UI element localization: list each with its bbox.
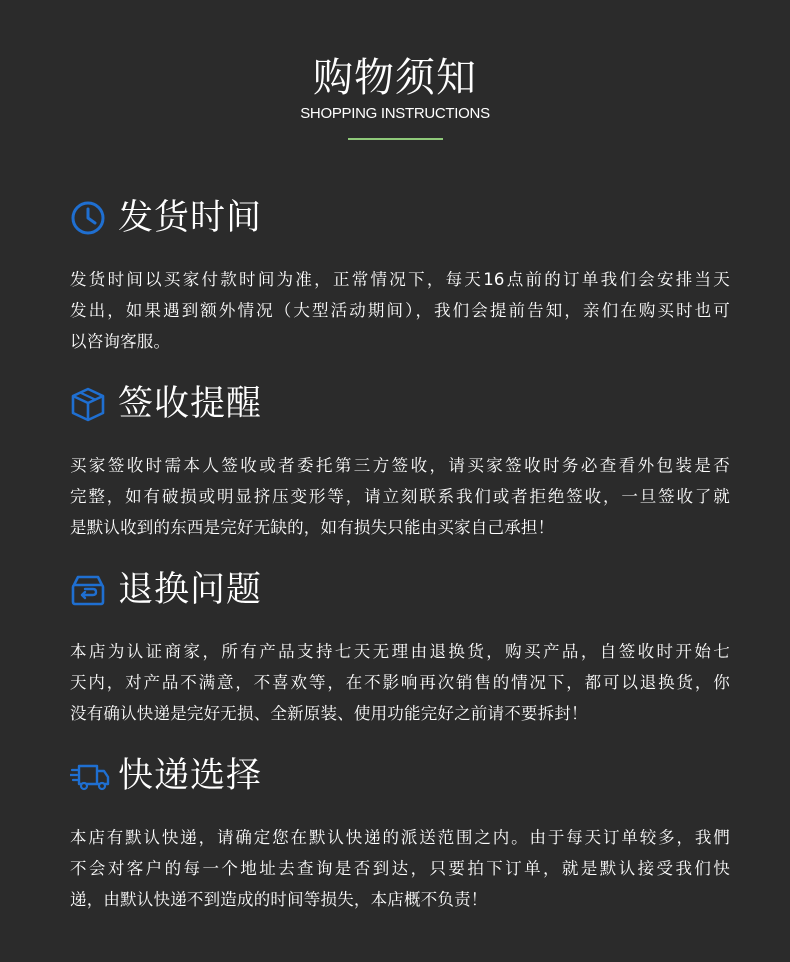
section-body [70, 636, 730, 729]
section-returns [70, 564, 730, 729]
section-heading: 签收提醒 [118, 384, 263, 424]
section-body [70, 450, 730, 543]
section-header [70, 378, 730, 430]
return-box-icon [70, 572, 106, 608]
body-line: 以咨询客服。 [70, 332, 171, 351]
section-heading: 退换问题 [118, 570, 263, 610]
section-receipt-reminder [70, 378, 730, 543]
page-header [0, 52, 790, 124]
clock-icon [70, 200, 106, 236]
body-line: 本店有默认快递，请确定您在默认快递的派送范围之内。由于每天订单较多，我們 [70, 828, 730, 847]
body-line: 发出，如果遇到额外情况（大型活动期间），我们会提前告知，亲们在购买时也可 [70, 301, 730, 320]
body-line: 天内，对产品不满意，不喜欢等，在不影响再次销售的情况下，都可以退换货，你 [70, 673, 730, 692]
body-line: 是默认收到的东西是完好无缺的，如有损失只能由买家自己承担！ [70, 518, 555, 537]
section-body [70, 822, 730, 915]
body-line: 完整，如有破损或明显挤压变形等，请立刻联系我们或者拒绝签收，一旦签收了就 [70, 487, 730, 506]
section-header [70, 192, 730, 244]
section-courier-choice [70, 750, 730, 915]
body-line: 发货时间以买家付款时间为准，正常情况下，每天16点前的订单我们会安排当天 [70, 270, 730, 289]
section-shipping-time [70, 192, 730, 357]
package-icon [70, 386, 106, 422]
body-line: 不会对客户的每一个地址去查询是否到达，只要拍下订单，就是默认接受我们快 [70, 859, 730, 878]
page-subtitle: SHOPPING INSTRUCTIONS [300, 105, 490, 122]
section-header [70, 564, 730, 616]
delivery-truck-icon [70, 758, 110, 794]
section-heading: 快递选择 [118, 756, 263, 796]
body-line: 本店为认证商家，所有产品支持七天无理由退换货，购买产品，自签收时开始七 [70, 642, 730, 661]
body-line: 买家签收时需本人签收或者委托第三方签收，请买家签收时务必查看外包装是否 [70, 456, 730, 475]
body-line: 递，由默认快递不到造成的时间等损失，本店概不负责！ [70, 890, 488, 909]
section-heading: 发货时间 [118, 198, 263, 238]
page-title: 购物须知 [313, 55, 477, 101]
section-body [70, 264, 730, 357]
title-divider [348, 138, 443, 140]
body-line: 没有确认快递是完好无损、全新原装、使用功能完好之前请不要拆封！ [70, 704, 588, 723]
section-header [70, 750, 730, 802]
